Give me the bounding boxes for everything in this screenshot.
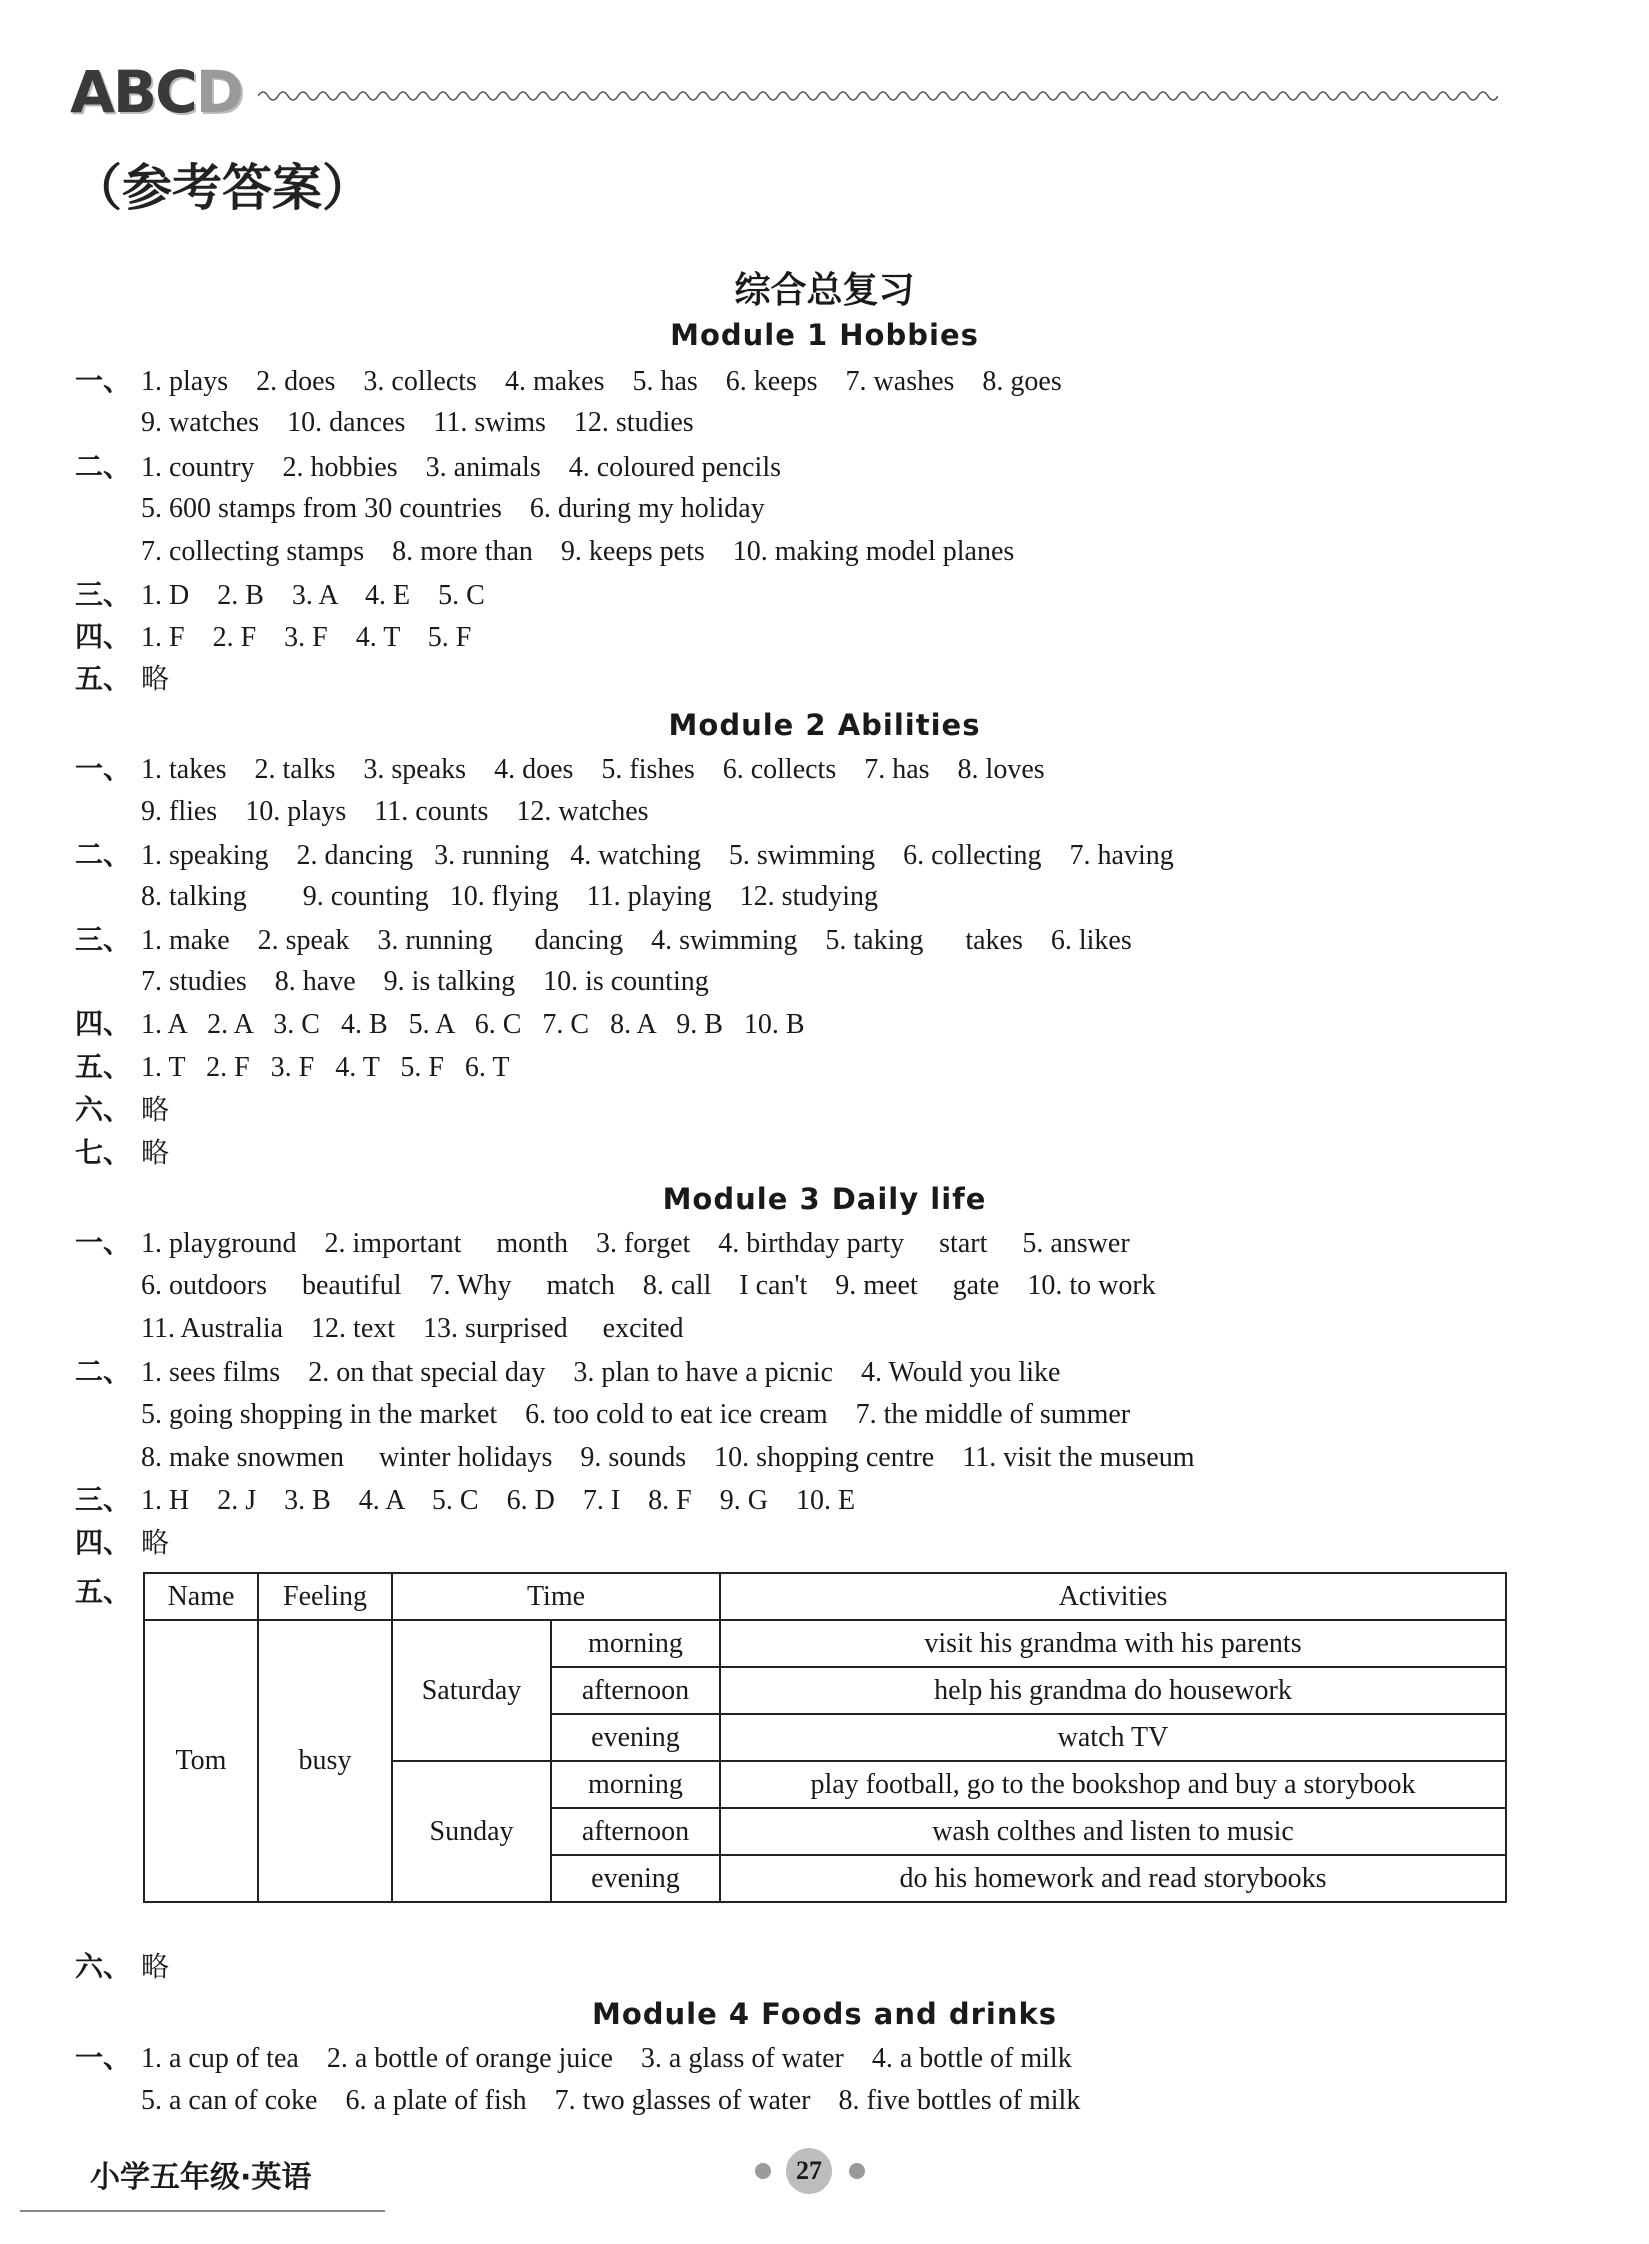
answer-text: 1. F 2. F 3. F 4. T 5. F <box>141 622 472 653</box>
cell-day: Saturday <box>392 1620 551 1761</box>
answer-text: 1. D 2. B 3. A 4. E 5. C <box>141 580 485 611</box>
answer-text: 11. Australia 12. text 13. surprised excited <box>141 1313 684 1344</box>
cell-name: Tom <box>144 1620 258 1902</box>
logo-letter-d: D <box>195 58 242 126</box>
answer-text: 略 <box>141 1095 170 1126</box>
section-label: 一、 <box>75 752 132 785</box>
answer-text: 1. country 2. hobbies 3. animals 4. coloured pencils <box>141 452 781 483</box>
section-label: 五、 <box>75 1050 132 1083</box>
m3-s6-line-1 <box>75 1950 169 1985</box>
cell-period: evening <box>551 1714 720 1761</box>
footer-grade-subject: 小学五年级·英语 <box>90 2160 312 2195</box>
m1-s3-line-1 <box>75 578 485 613</box>
cell-period: afternoon <box>551 1667 720 1714</box>
answer-text: 略 <box>141 664 170 695</box>
section-label: 七、 <box>75 1136 132 1169</box>
answer-text: 1. a cup of tea 2. a bottle of orange juice 3. a glass of water 4. a bottle of milk <box>141 2043 1072 2074</box>
header-name: Name <box>144 1573 258 1620</box>
section-label: 四、 <box>75 1526 132 1559</box>
answer-text: 9. flies 10. plays 11. counts 12. watches <box>141 796 649 827</box>
m3-s3-line-1 <box>75 1483 855 1518</box>
cell-feeling: busy <box>258 1620 392 1902</box>
bullet-dot-icon <box>755 2163 771 2179</box>
answer-text: 1. A 2. A 3. C 4. B 5. A 6. C 7. C 8. A 9. B 10. B <box>141 1009 805 1040</box>
m3-s5-label: 五、 <box>75 1575 132 1608</box>
section-label: 五、 <box>75 662 132 695</box>
logo-letter-a: A <box>70 58 113 126</box>
section-label: 二、 <box>75 838 132 871</box>
answer-text: 1. make 2. speak 3. running dancing 4. swimming 5. taking takes 6. likes <box>141 925 1132 956</box>
cell-activity: watch TV <box>720 1714 1506 1761</box>
logo-letter-c: C <box>155 58 196 126</box>
bullet-dot-icon <box>849 2163 865 2179</box>
answer-text: 1. H 2. J 3. B 4. A 5. C 6. D 7. I 8. F 9. G 10. E <box>141 1485 856 1516</box>
m1-s5-line-1 <box>75 662 169 697</box>
m2-s4-line-1 <box>75 1007 805 1042</box>
answer-text: 7. studies 8. have 9. is talking 10. is counting <box>141 966 709 997</box>
m3-s2-line-1 <box>75 1355 1061 1390</box>
m3-s1-line-1 <box>75 1226 1130 1261</box>
section-label: 三、 <box>75 1483 132 1516</box>
answer-text: 9. watches 10. dances 11. swims 12. studies <box>141 407 694 438</box>
module-4-title: Module 4 Foods and drinks <box>591 1997 1058 2031</box>
answer-text: 1. speaking 2. dancing 3. running 4. watching 5. swimming 6. collecting 7. having <box>141 840 1174 871</box>
schedule-table <box>143 1572 1507 1903</box>
m2-s1-line-1 <box>75 752 1045 787</box>
m2-s2-line-1 <box>75 838 1174 873</box>
section-label: 六、 <box>75 1950 132 1983</box>
page-number: 27 <box>786 2148 832 2194</box>
module-1-title: Module 1 Hobbies <box>670 318 979 352</box>
answer-text: 略 <box>141 1528 170 1559</box>
header-feeling: Feeling <box>258 1573 392 1620</box>
answer-text: 5. going shopping in the market 6. too cold to eat ice cream 7. the middle of summer <box>141 1399 1131 1430</box>
footer-rule <box>20 2210 385 2212</box>
m1-s2-line-1 <box>75 450 781 485</box>
m2-s6-line-1 <box>75 1093 169 1128</box>
m3-s2-line-3 <box>75 1441 1195 1475</box>
section-label: 三、 <box>75 923 132 956</box>
m1-s1-line-2 <box>75 406 694 440</box>
section-label: 二、 <box>75 450 132 483</box>
cell-activity: do his homework and read storybooks <box>720 1855 1506 1902</box>
section-label: 三、 <box>75 578 132 611</box>
section-label: 一、 <box>75 2041 132 2074</box>
answer-text: 5. a can of coke 6. a plate of fish 7. two glasses of water 8. five bottles of milk <box>141 2085 1081 2116</box>
cell-period: afternoon <box>551 1808 720 1855</box>
table-row <box>144 1620 1506 1667</box>
m1-s4-line-1 <box>75 620 471 655</box>
m4-s1-line-2 <box>75 2084 1080 2118</box>
answer-text: 略 <box>141 1952 170 1983</box>
cell-day: Sunday <box>392 1761 551 1902</box>
answer-text: 略 <box>141 1138 170 1169</box>
m1-s2-line-3 <box>75 535 1014 569</box>
wave-divider <box>258 86 1498 106</box>
cell-period: evening <box>551 1855 720 1902</box>
m3-s4-line-1 <box>75 1526 169 1561</box>
cell-period: morning <box>551 1620 720 1667</box>
answer-text: 8. make snowmen winter holidays 9. sounds 10. shopping centre 11. visit the museum <box>141 1442 1195 1473</box>
m1-s2-line-2 <box>75 492 765 526</box>
m2-s1-line-2 <box>75 795 649 829</box>
section-label: 四、 <box>75 1007 132 1040</box>
m2-s2-line-2 <box>75 880 878 914</box>
module-2-title: Module 2 Abilities <box>668 708 981 742</box>
m2-s3-line-2 <box>75 965 709 999</box>
answer-text: 5. 600 stamps from 30 countries 6. during my holiday <box>141 493 765 524</box>
module-3-title: Module 3 Daily life <box>662 1182 987 1216</box>
m3-s1-line-3 <box>75 1312 684 1346</box>
answer-text: 1. T 2. F 3. F 4. T 5. F 6. T <box>141 1052 510 1083</box>
section-label: 一、 <box>75 364 132 397</box>
answer-text: 1. playground 2. important month 3. forget 4. birthday party start 5. answer <box>141 1228 1130 1259</box>
answer-text: 7. collecting stamps 8. more than 9. keeps pets 10. making model planes <box>141 536 1015 567</box>
cell-activity: visit his grandma with his parents <box>720 1620 1506 1667</box>
logo-letter-b: B <box>112 58 156 126</box>
m4-s1-line-1 <box>75 2041 1072 2076</box>
answer-key-title: （参考答案） <box>72 159 372 217</box>
m2-s5-line-1 <box>75 1050 510 1085</box>
abcd-logo <box>70 58 242 126</box>
answer-text: 6. outdoors beautiful 7. Why match 8. call I can't 9. meet gate 10. to work <box>141 1270 1156 1301</box>
m2-s7-line-1 <box>75 1136 169 1171</box>
answer-text: 1. takes 2. talks 3. speaks 4. does 5. fishes 6. collects 7. has 8. loves <box>141 754 1045 785</box>
section-label: 四、 <box>75 620 132 653</box>
m1-s1-line-1 <box>75 364 1062 399</box>
main-title: 综合总复习 <box>734 270 915 311</box>
cell-activity: play football, go to the bookshop and buy a storybook <box>720 1761 1506 1808</box>
m3-s1-line-2 <box>75 1269 1156 1303</box>
cell-period: morning <box>551 1761 720 1808</box>
m2-s3-line-1 <box>75 923 1132 958</box>
m3-s2-line-2 <box>75 1398 1130 1432</box>
section-label: 一、 <box>75 1226 132 1259</box>
header-activities: Activities <box>720 1573 1506 1620</box>
answer-text: 8. talking 9. counting 10. flying 11. playing 12. studying <box>141 881 879 912</box>
header-time: Time <box>392 1573 720 1620</box>
answer-text: 1. plays 2. does 3. collects 4. makes 5. has 6. keeps 7. washes 8. goes <box>141 366 1062 397</box>
section-label: 六、 <box>75 1093 132 1126</box>
cell-activity: wash colthes and listen to music <box>720 1808 1506 1855</box>
section-label: 二、 <box>75 1355 132 1388</box>
answer-text: 1. sees films 2. on that special day 3. plan to have a picnic 4. Would you like <box>141 1357 1061 1388</box>
cell-activity: help his grandma do housework <box>720 1667 1506 1714</box>
table-header-row <box>144 1573 1506 1620</box>
